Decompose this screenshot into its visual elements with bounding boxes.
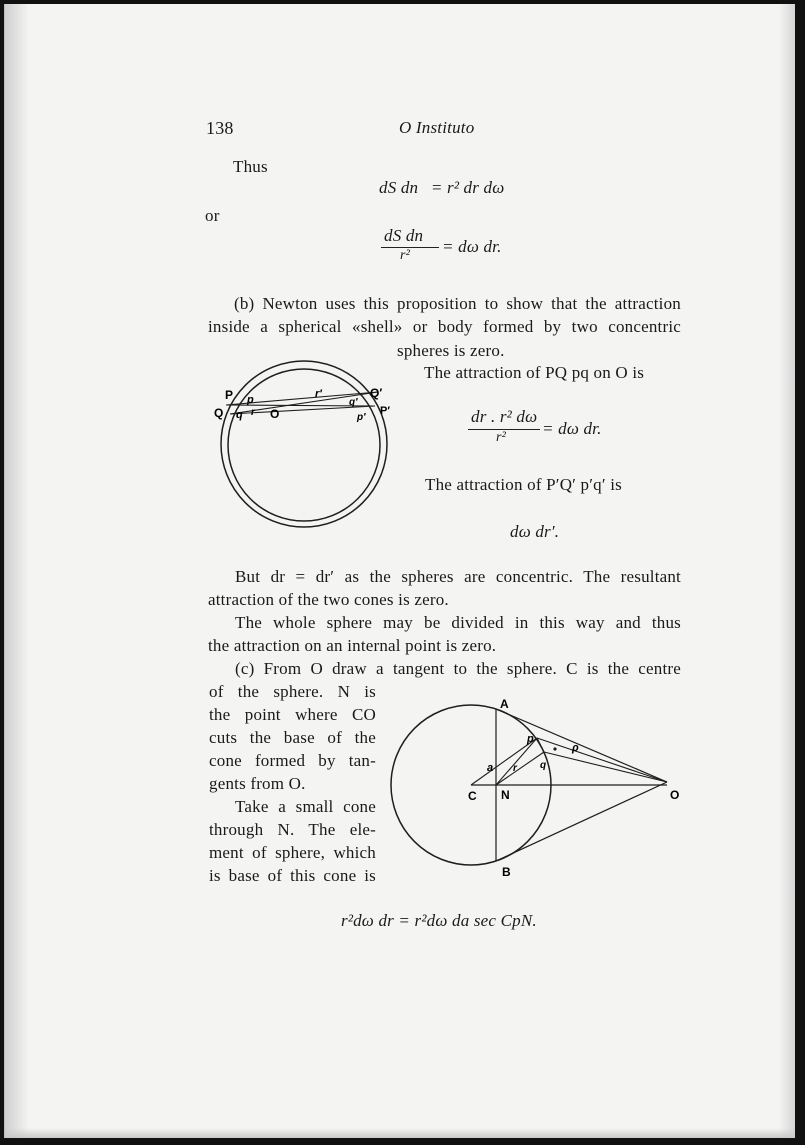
attraction-pq-numerator: dr . r² dω bbox=[471, 407, 538, 426]
para-c-left-line7: through N. The ele- bbox=[209, 820, 376, 839]
para-c-line5: (c) From O draw a tangent to the sphere. C is the centre bbox=[235, 659, 681, 678]
book-page bbox=[4, 4, 795, 1138]
eq2-rhs: = dω dr. bbox=[442, 237, 502, 256]
para-c-left-line2: the point where CO bbox=[209, 705, 376, 724]
para-b-line1: (b) Newton uses this proposition to show that the attraction bbox=[234, 294, 681, 313]
label-p-fig2: p bbox=[527, 733, 534, 745]
figure-tangent-cone bbox=[380, 689, 695, 884]
para-c-left-line4: cone formed by tan- bbox=[209, 751, 376, 770]
eq2-numerator: dS dn bbox=[384, 226, 424, 245]
label-q-fig2: q bbox=[540, 760, 547, 771]
radius-Cp bbox=[471, 738, 537, 785]
label-r-fig2: r bbox=[513, 763, 517, 774]
page-edge-right bbox=[779, 4, 795, 1138]
eq1-equals: = bbox=[432, 178, 442, 197]
label-a: a bbox=[487, 762, 494, 774]
para-c-line3: The whole sphere may be divided in this way and thus bbox=[235, 613, 681, 632]
label-q: q bbox=[236, 409, 243, 421]
label-O: O bbox=[270, 407, 280, 421]
para-c-line2: attraction of the two cones is zero. bbox=[208, 590, 449, 609]
attraction-pq-text: The attraction of PQ pq on O is bbox=[424, 363, 645, 382]
para-c-line1: But dr = dr′ as the spheres are concentric. The resultant bbox=[235, 567, 681, 586]
para-c-left-line5: gents from O. bbox=[209, 774, 306, 793]
label-p: p bbox=[247, 394, 254, 406]
running-title: O Instituto bbox=[399, 118, 475, 137]
eq1-lead-word: Thus bbox=[233, 157, 268, 176]
label-q-prime: q′ bbox=[349, 397, 358, 408]
eq2-denominator: r² bbox=[400, 248, 411, 263]
tangent-OA bbox=[496, 709, 667, 782]
inner-sphere bbox=[228, 369, 383, 521]
label-p-prime: p′ bbox=[357, 412, 366, 423]
attraction-pprime-value: dω dr′. bbox=[510, 522, 560, 541]
binding-shadow bbox=[5, 4, 29, 1138]
page-number: 138 bbox=[206, 118, 234, 138]
final-equation: r²dω dr = r²dω da sec CpN. bbox=[341, 911, 537, 930]
para-c-line4: the attraction on an internal point is zero. bbox=[208, 636, 497, 655]
attraction-pq-denominator: r² bbox=[496, 430, 507, 445]
label-P: P bbox=[225, 388, 234, 402]
label-N: N bbox=[501, 788, 510, 802]
attraction-pq-rhs: = dω dr. bbox=[542, 419, 602, 438]
para-c-left-line1: of the sphere. N is bbox=[209, 682, 376, 701]
para-c-left-line3: cuts the base of the bbox=[209, 728, 376, 747]
page-edge-bottom bbox=[5, 1128, 795, 1138]
label-r: r bbox=[251, 407, 255, 418]
para-b-line3: spheres is zero. bbox=[397, 341, 505, 360]
label-r-prime: r′ bbox=[315, 388, 322, 400]
eq1-rhs: r² dr dω bbox=[447, 178, 505, 197]
label-A: A bbox=[500, 697, 509, 711]
figure-concentric-shell bbox=[210, 354, 400, 534]
label-O-fig2: O bbox=[670, 788, 680, 802]
point-mark bbox=[553, 747, 556, 750]
line-qO bbox=[544, 752, 667, 782]
outer-sphere bbox=[221, 361, 387, 527]
label-C: C bbox=[468, 789, 477, 803]
tangent-OB bbox=[496, 782, 667, 861]
label-Q: Q bbox=[214, 406, 224, 420]
label-Q-prime: Q′ bbox=[370, 386, 383, 400]
para-c-left-line9: is base of this cone is bbox=[209, 866, 376, 885]
attraction-pprime-text: The attraction of P′Q′ p′q′ is bbox=[425, 475, 622, 494]
para-c-left-line8: ment of sphere, which bbox=[209, 843, 376, 862]
eq1-lhs: dS dn bbox=[379, 178, 419, 197]
label-rho: ρ bbox=[572, 742, 579, 754]
eq2-lead-word: or bbox=[205, 206, 220, 225]
line-pO bbox=[537, 738, 667, 782]
para-b-line2: inside a spherical «shell» or body formed by two concentric bbox=[208, 317, 681, 336]
label-B: B bbox=[502, 865, 511, 879]
label-P-prime: P′ bbox=[380, 405, 390, 417]
para-c-left-line6: Take a small cone bbox=[235, 797, 376, 816]
